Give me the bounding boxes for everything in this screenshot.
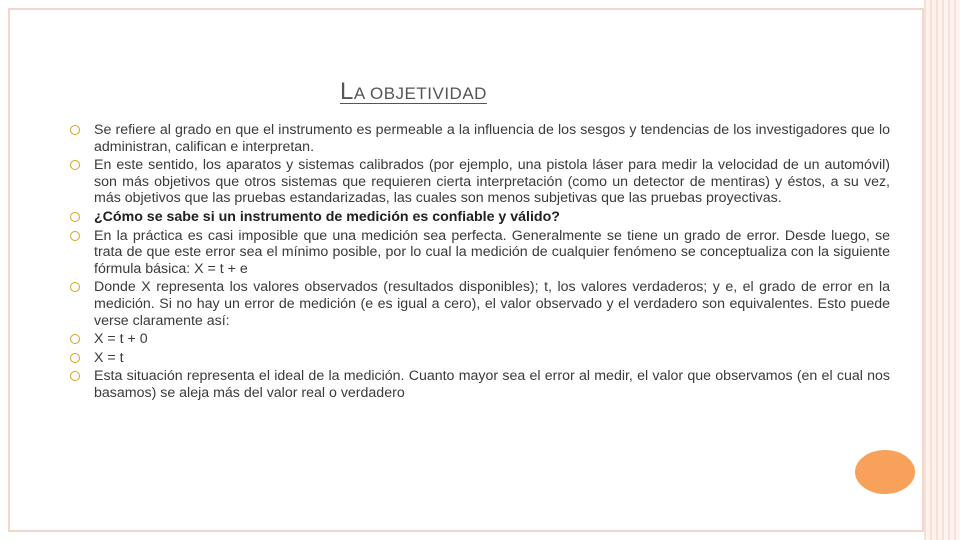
bullet-item [70, 228, 890, 278]
bullet-text: Esta situación representa el ideal de la medición. Cuanto mayor sea el error al medir, el valor que observamos (en el cual nos basamos) se aleja más del valor real o verdadero [94, 368, 890, 401]
slide-title [340, 78, 487, 106]
decorative-stripes [924, 0, 960, 540]
bullet-icon [70, 282, 80, 292]
bullet-icon [70, 353, 80, 363]
title-rest: A OBJETIVIDAD [353, 84, 487, 103]
bullet-text: Donde X representa los valores observados (resultados disponibles); t, los valores verdaderos; y e, el grado de error en la medición. Si no hay un error de medición (e es igual a cero), el valor observado y el verdadero son equivalentes. Esto puede verse claramente así: [94, 279, 890, 329]
bullet-text: En la práctica es casi imposible que una medición sea perfecta. Generalmente se tiene un grado de error. Desde luego, se trata de que este error sea el mínimo posible, por lo cual la medición de cualquier fenómeno se conceptualiza con la siguiente fórmula básica: X = t + e [94, 227, 890, 277]
bullet-icon [70, 125, 80, 135]
bullet-item [70, 331, 890, 348]
bullet-item [70, 157, 890, 207]
bullet-icon [70, 212, 80, 222]
bullet-item [70, 122, 890, 155]
bullet-icon [70, 231, 80, 241]
bullet-text: X = t [94, 349, 124, 366]
bullet-item [70, 368, 890, 401]
bullet-icon [70, 160, 80, 170]
bullet-text: ¿Cómo se sabe si un instrumento de medición es confiable y válido? [94, 208, 560, 225]
bullet-text: X = t + 0 [94, 331, 148, 348]
bullet-list [70, 122, 890, 404]
bullet-item [70, 279, 890, 329]
bullet-item-heading [70, 209, 890, 226]
title-initial: L [340, 78, 354, 105]
bullet-item [70, 350, 890, 367]
bullet-icon [70, 371, 80, 381]
bullet-text: En este sentido, los aparatos y sistemas calibrados (por ejemplo, una pistola láser para medir la velocidad de un automóvil) son más objetivos que otros sistemas que requieren cierta interpretación (como un detector de mentiras) y éstos, a su vez, más objetivos que las pruebas estandarizadas, las cuales son menos subjetivas que las pruebas proyectivas. [94, 157, 890, 207]
bullet-icon [70, 334, 80, 344]
bullet-text: Se refiere al grado en que el instrumento es permeable a la influencia de los sesgos y tendencias de los investigadores que lo administran, califican e interpretan. [94, 122, 890, 155]
decorative-circle [855, 450, 915, 494]
